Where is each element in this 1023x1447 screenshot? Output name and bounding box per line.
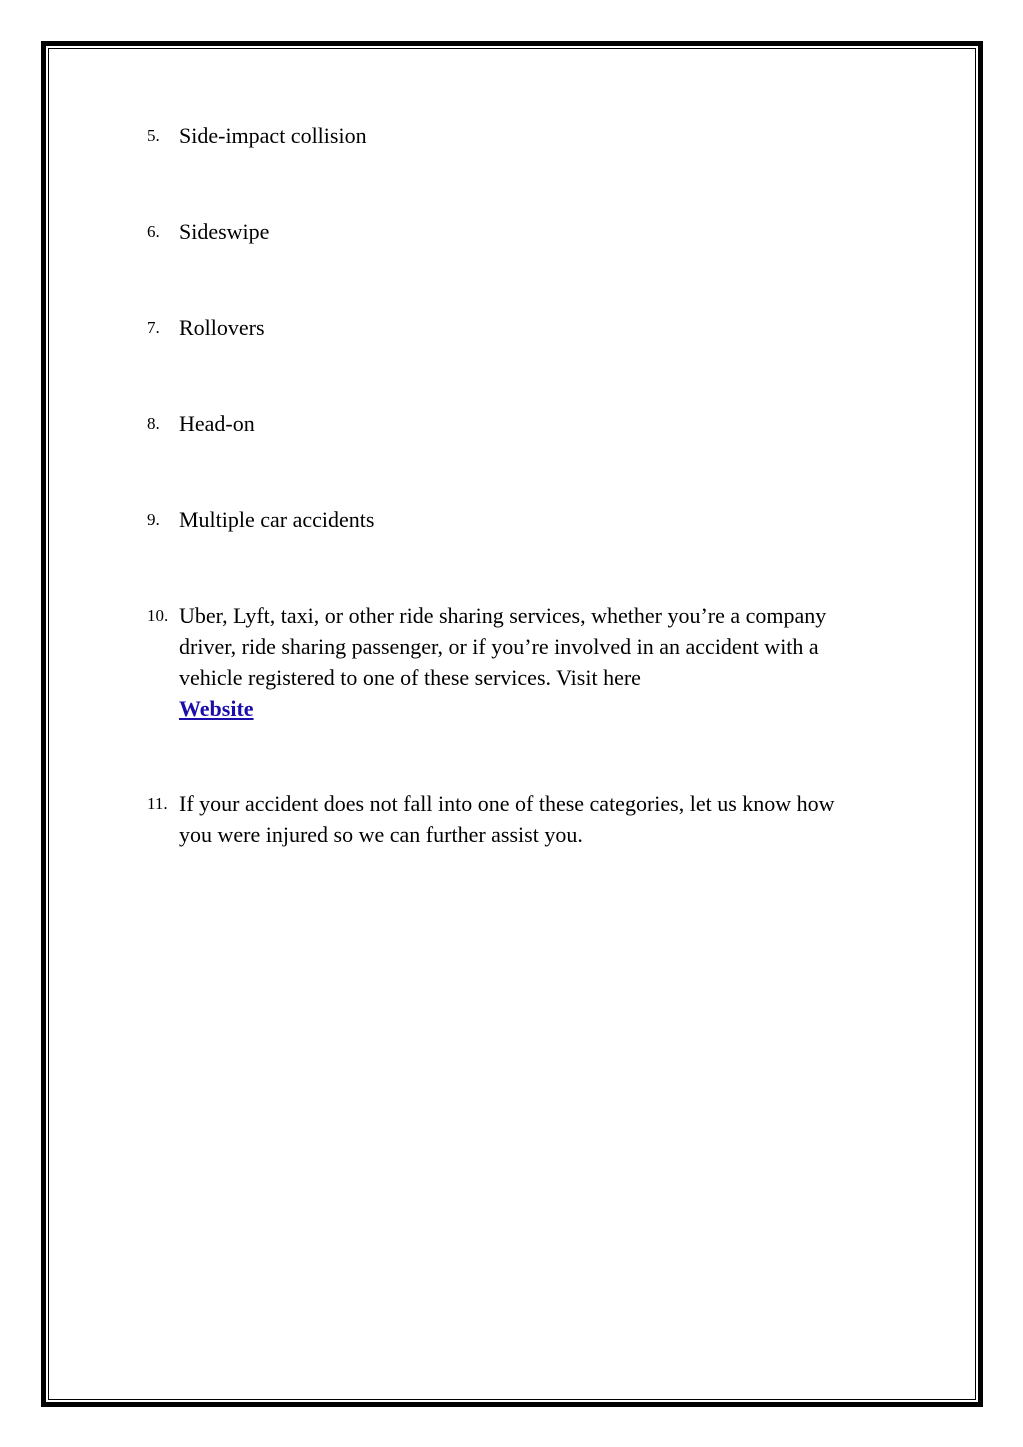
list-item-number: 7.	[147, 318, 160, 337]
list-item-number: 8.	[147, 414, 160, 433]
list-item-text: Multiple car accidents	[179, 507, 375, 532]
list-item-number: 9.	[147, 510, 160, 529]
list-item-text: Sideswipe	[179, 219, 270, 244]
website-link[interactable]: Website	[179, 696, 254, 721]
list-item-number: 11.	[147, 794, 168, 813]
list-item-text: Head-on	[179, 411, 255, 436]
list-item-text: If your accident does not fall into one of these categories, let us know how you were injured so we can further assist you.	[179, 791, 835, 847]
list-item-text: Rollovers	[179, 315, 265, 340]
page-border-inner	[48, 48, 976, 1400]
list-item-text: Side-impact collision	[179, 123, 367, 148]
list-item-text: Uber, Lyft, taxi, or other ride sharing services, whether you’re a company driver, ride sharing passenger, or if you’re involved in an accident with a vehicle registered to one of these services. Visit here	[179, 603, 827, 690]
list-item-number: 10.	[147, 606, 169, 625]
list-item-number: 6.	[147, 222, 160, 241]
list-item-number: 5.	[147, 126, 160, 145]
